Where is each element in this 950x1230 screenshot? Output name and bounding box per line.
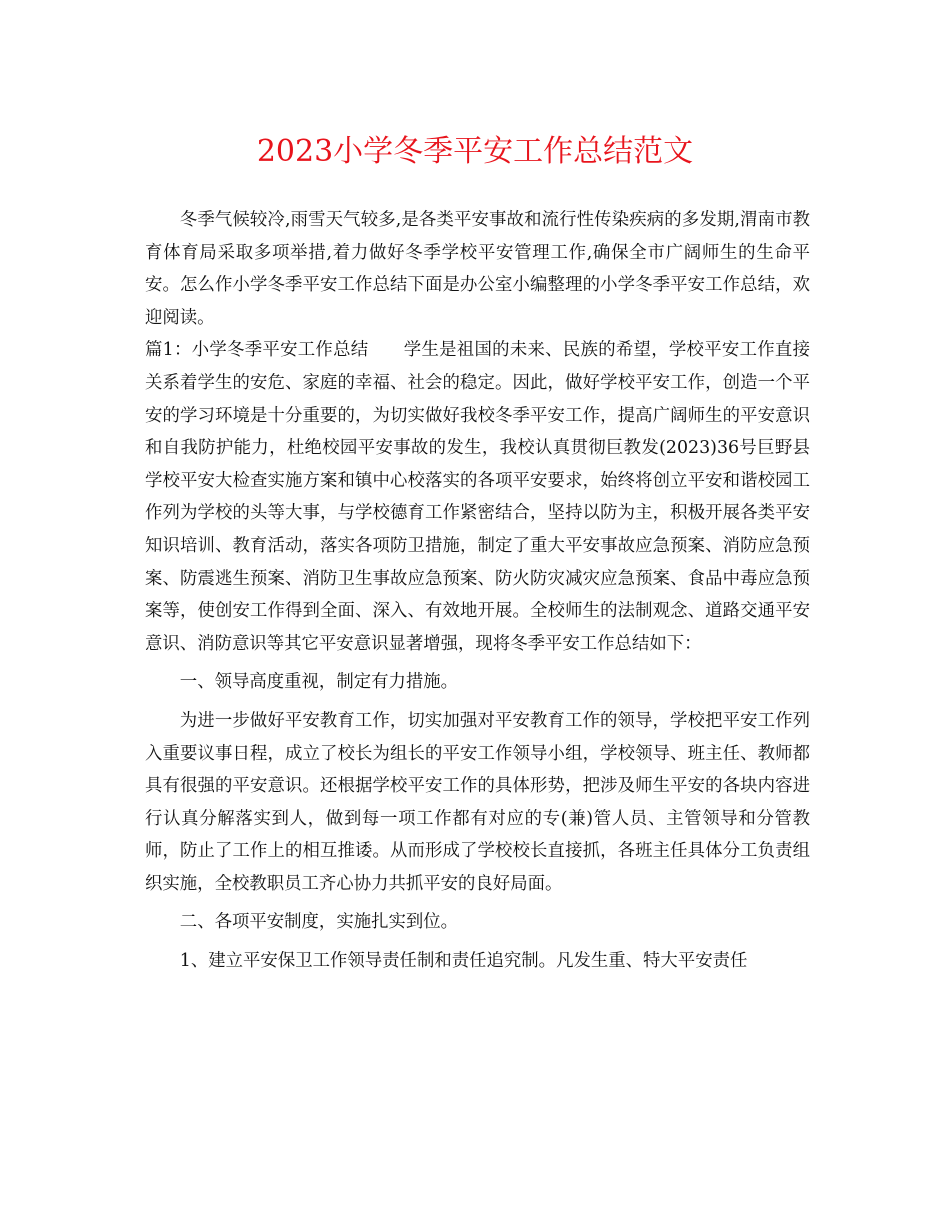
document-title: 2023小学冬季平安工作总结范文 — [256, 134, 694, 169]
intro-paragraph: 冬季气候较冷,雨雪天气较多,是各类平安事故和流行性传染疾病的多发期,渭南市教育体育局采取多项举措,着力做好冬季学校平安管理工作,确保全市广阔师生的生命平安。怎么作小学冬季平安工作总结下面是办公室小编整理的小学冬季平安工作总结，欢迎阅读。 — [145, 210, 810, 328]
heading-one: 一、领导高度重视，制定有力措施。 — [179, 672, 459, 693]
leadership-paragraph: 为进一步做好平安教育工作，切实加强对平安教育工作的领导，学校把平安工作列入重要议事日程，成立了校长为组长的平安工作领导小组，学校领导、班主任、教师都具有很强的平安意识。还根据学校平安工作的具体形势，把涉及师生平安的各块内容进行认真分解落实到人，做到每一项工作都有对应的专(兼)管人员、主管领导和分管教师，防止了工作上的相互推诿。从而形成了学校校长直接抓，各班主任具体分工负责组织实施，全校教职员工齐心协力共抓平安的良好局面。 — [145, 710, 810, 894]
item-one-paragraph: 1、建立平安保卫工作领导责任制和责任追究制。凡发生重、特大平安责任 — [179, 951, 748, 972]
document-body — [145, 204, 810, 978]
heading-two: 二、各项平安制度，实施扎实到位。 — [179, 912, 459, 933]
section-paragraph-1: 篇1：小学冬季平安工作总结 学生是祖国的未来、民族的希望，学校平安工作直接关系着学生的安危、家庭的幸福、社会的稳定。因此，做好学校平安工作，创造一个平安的学习环境是十分重要的，为切实做好我校冬季平安工作，提高广阔师生的平安意识和自我防护能力，杜绝校园平安事故的发生，我校认真贯彻巨教发(2023)36号巨野县学校平安大检查实施方案和镇中心校落实的各项平安要求，始终将创立平安和谐校园工作列为学校的头等大事，与学校德育工作紧密结合，坚持以防为主，积极开展各类平安知识培训、教育活动，落实各项防卫措施，制定了重大平安事故应急预案、消防应急预案、防震逃生预案、消防卫生事故应急预案、防火防灾减灾应急预案、食品中毒应急预案等，使创安工作得到全面、深入、有效地开展。全校师生的法制观念、道路交通平安意识、消防意识等其它平安意识显著增强，现将冬季平安工作总结如下： — [145, 340, 810, 654]
